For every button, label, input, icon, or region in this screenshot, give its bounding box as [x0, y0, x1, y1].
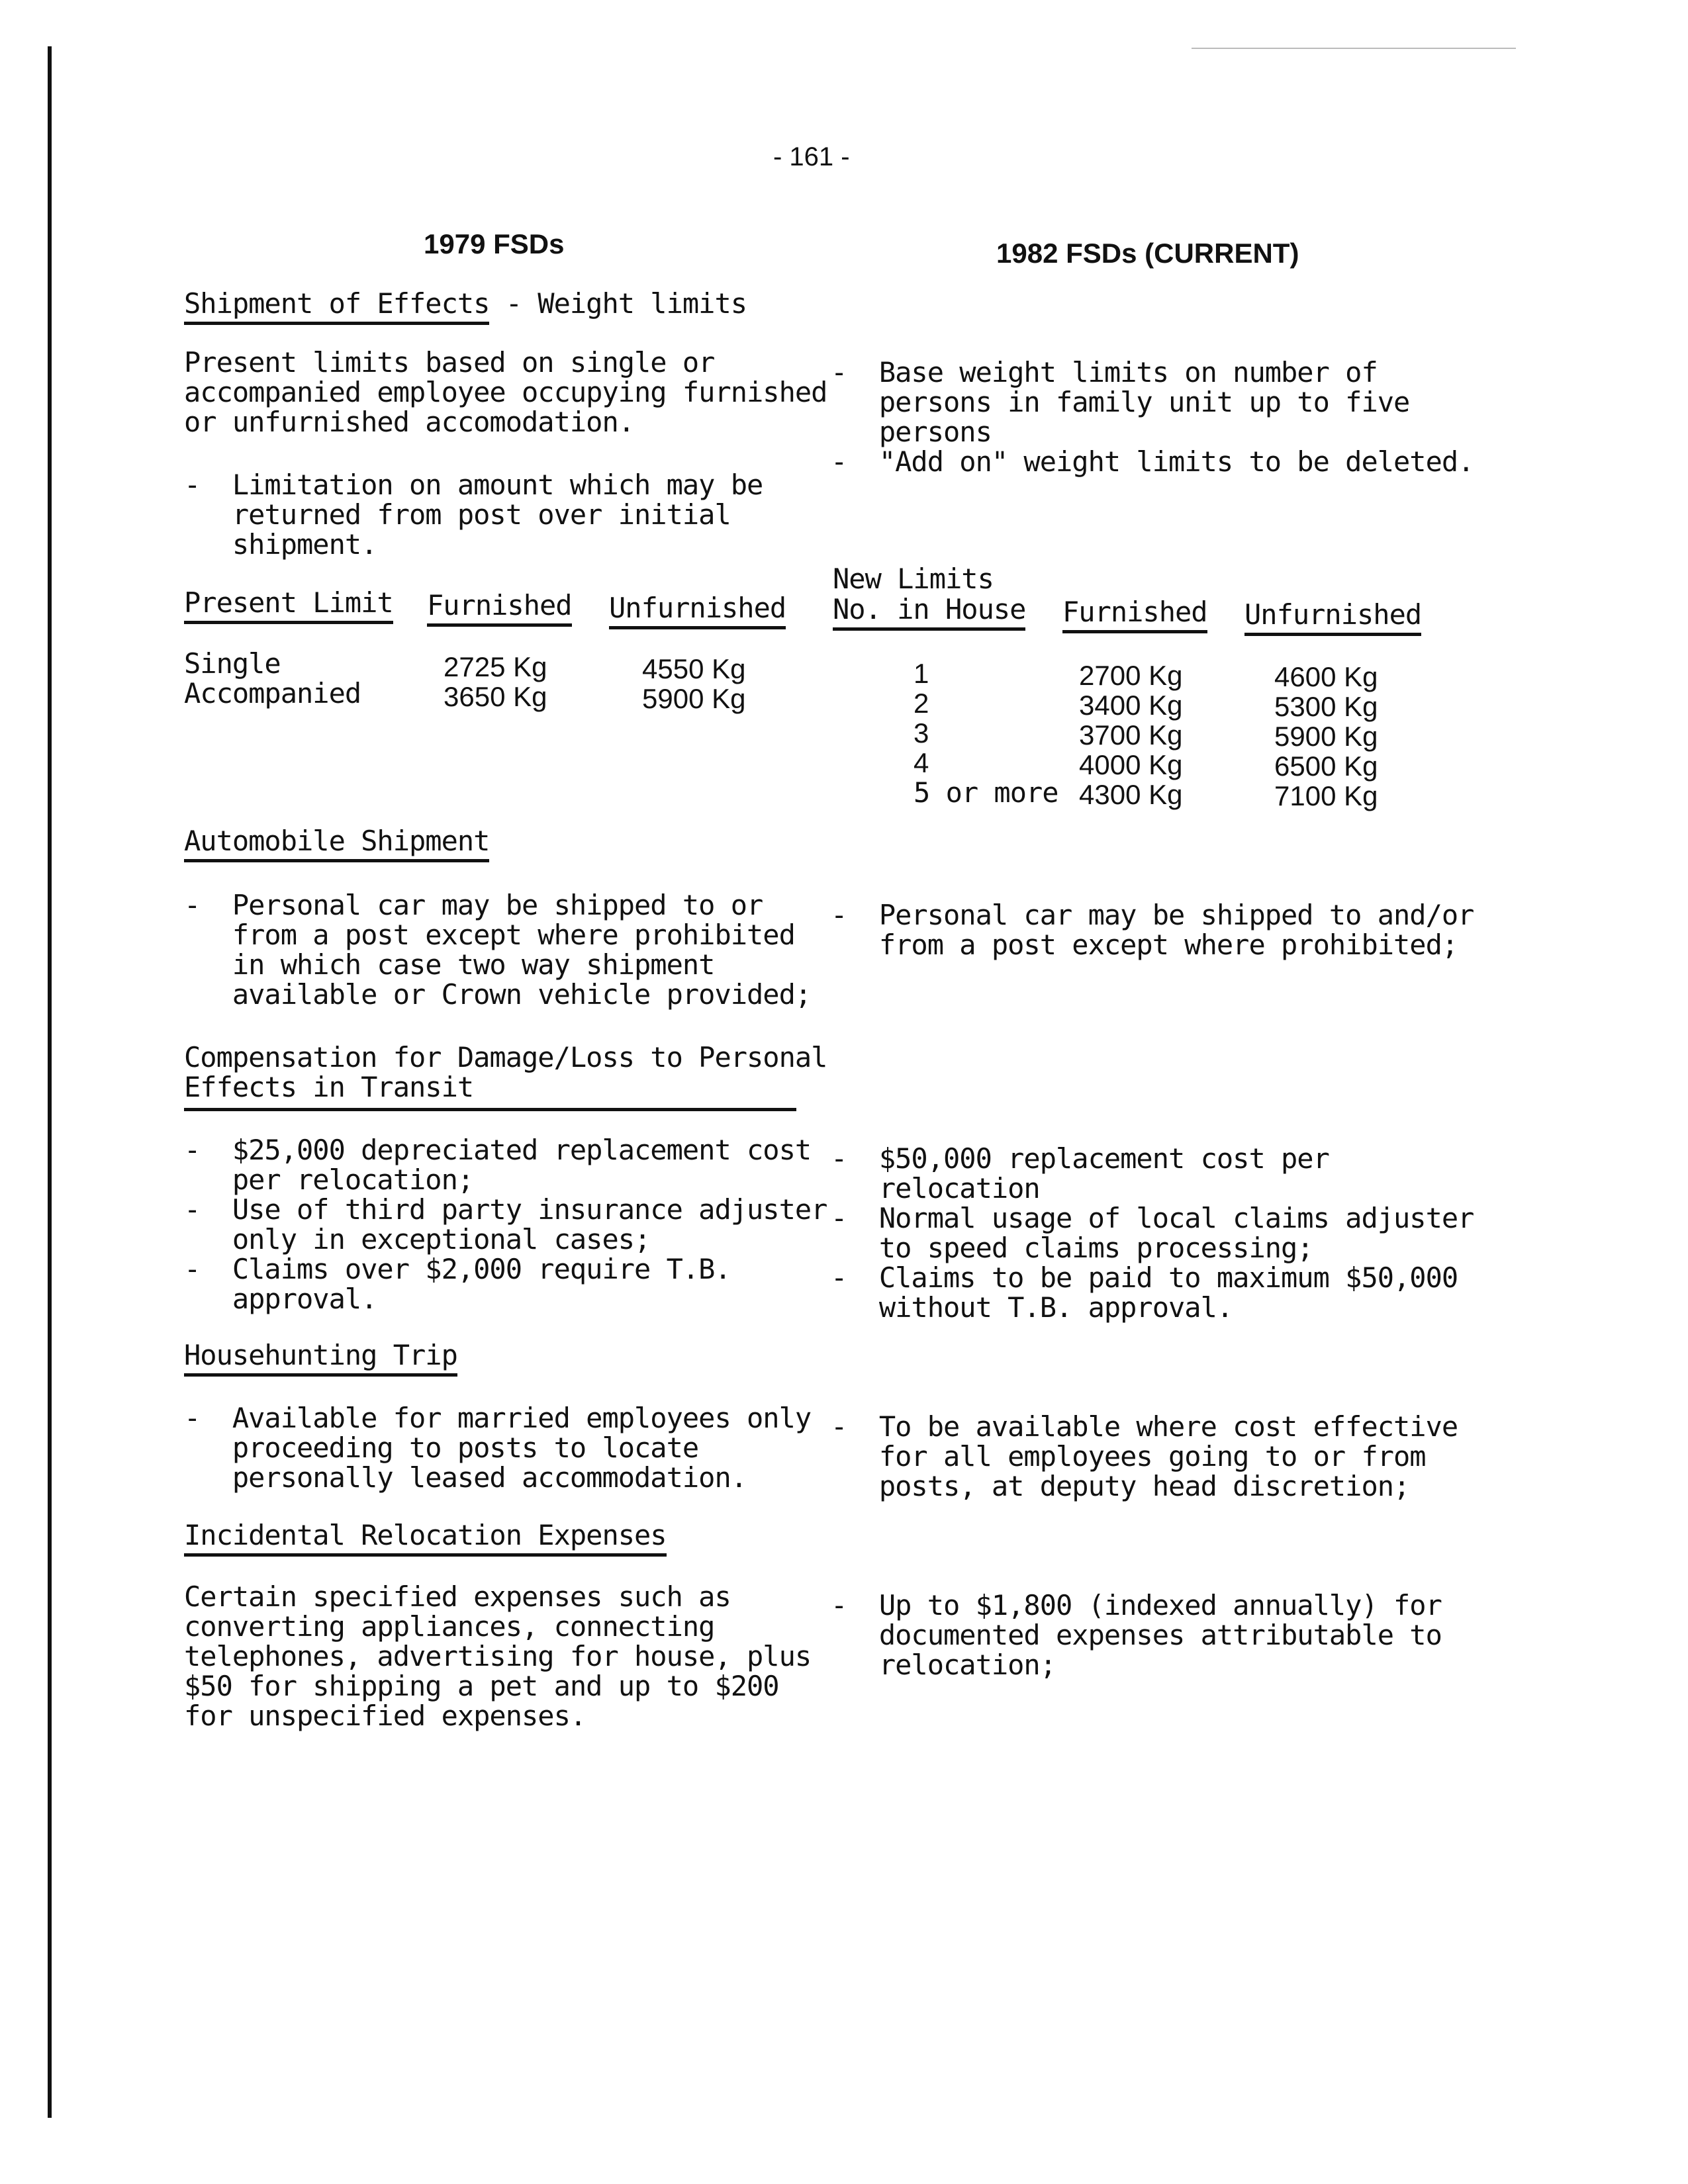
table-cell: 4550 Kg	[642, 653, 746, 684]
table-cell: 3	[914, 717, 929, 749]
table-cell: 3400 Kg	[1079, 690, 1183, 721]
table-cell: Single	[184, 647, 281, 680]
table-cell: 3700 Kg	[1079, 719, 1183, 751]
table-cell: 4300 Kg	[1079, 779, 1183, 810]
table-cell: Accompanied	[184, 677, 361, 709]
table-cell: 5900 Kg	[1274, 721, 1378, 752]
table-header: New Limits	[833, 563, 994, 595]
heading-underline	[184, 1108, 796, 1111]
left-margin-line	[48, 46, 52, 2118]
table-cell: 4600 Kg	[1274, 661, 1378, 692]
col-right-title: 1982 FSDs (CURRENT)	[996, 238, 1299, 269]
page-number: - 161 -	[773, 142, 850, 171]
scan-artifact-line	[1192, 48, 1516, 49]
table-header: Present Limit	[184, 588, 393, 617]
table-cell: 4	[914, 747, 929, 778]
section-heading-househunting: Househunting Trip	[184, 1340, 457, 1370]
table-cell: 5300 Kg	[1274, 691, 1378, 722]
section-heading-shipment: Shipment of Effects - Weight limits	[184, 289, 747, 318]
table-header: Unfurnished	[609, 593, 786, 623]
table-cell: 2725 Kg	[444, 651, 547, 682]
table-cell: 2	[914, 688, 929, 719]
col-left-title: 1979 FSDs	[424, 228, 565, 259]
table-cell: 1	[914, 658, 929, 689]
table-cell: 3650 Kg	[444, 681, 547, 712]
table-header: Unfurnished	[1244, 600, 1421, 629]
table-header: Furnished	[427, 590, 572, 620]
table-header: Furnished	[1062, 597, 1207, 627]
table-cell: 6500 Kg	[1274, 751, 1378, 782]
table-cell: 5900 Kg	[642, 683, 746, 714]
table-header: No. in House	[833, 594, 1025, 624]
table-cell: 5 or more	[914, 776, 1058, 809]
table-cell: 2700 Kg	[1079, 660, 1183, 691]
table-cell: 4000 Kg	[1079, 749, 1183, 780]
section-heading-incidental: Incidental Relocation Expenses	[184, 1520, 667, 1550]
section-heading-automobile: Automobile Shipment	[184, 826, 489, 856]
table-cell: 7100 Kg	[1274, 780, 1378, 811]
